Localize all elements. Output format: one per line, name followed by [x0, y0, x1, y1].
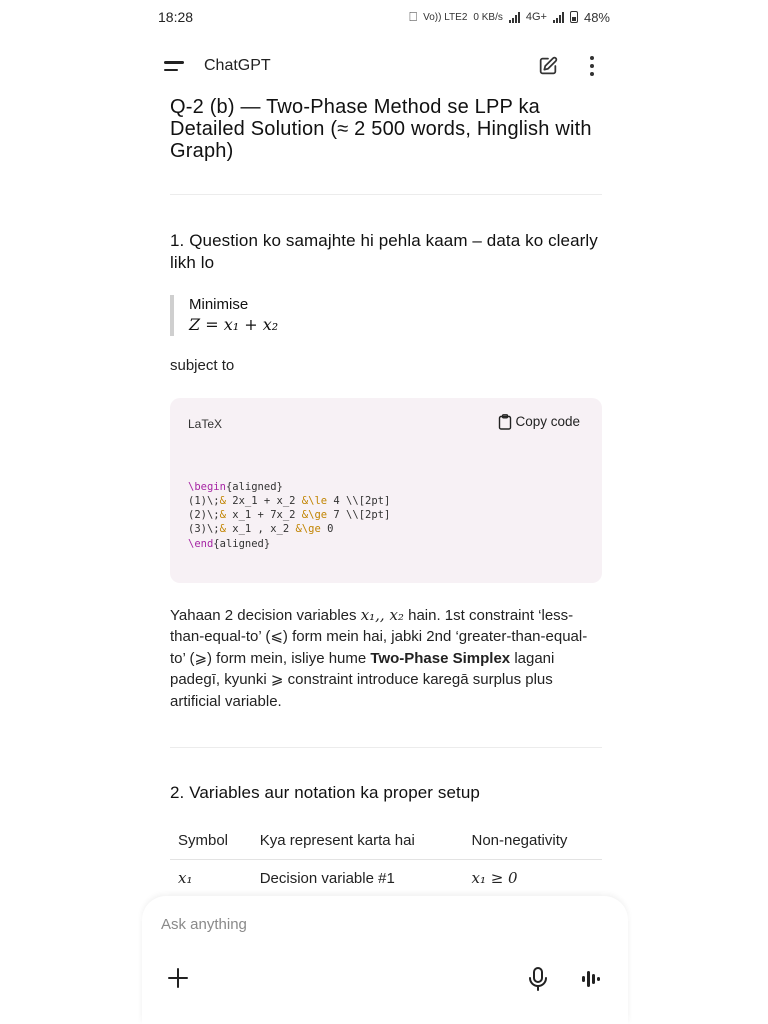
method-name: Two-Phase Simplex: [370, 649, 511, 667]
code-language-label: LaTeX: [188, 416, 223, 431]
code-token: 7 \\[2pt]: [327, 509, 391, 522]
code-token: &: [219, 523, 226, 536]
code-token: \end: [188, 537, 214, 550]
data-speed-value: 0: [473, 11, 479, 23]
code-token: 4 \\[2pt]: [327, 494, 391, 507]
blockquote: [170, 295, 602, 336]
section-2-heading: 2. Variables aur notation ka proper setup: [170, 783, 480, 802]
status-icons: [409, 9, 610, 25]
data-speed: [473, 12, 502, 23]
code-token: \begin: [188, 480, 226, 493]
table-header-row: [170, 824, 602, 860]
para-text-1: Yahaan 2 decision variables: [170, 606, 361, 624]
code-line: [188, 537, 390, 551]
table-header: Kya represent karta hai: [252, 824, 464, 860]
quote-minimise: Minimise: [189, 296, 249, 313]
ask-anything-input[interactable]: Ask anything: [161, 916, 247, 933]
battery-icon: [570, 11, 578, 23]
explanation-paragraph: [170, 605, 602, 713]
response-title: Q-2 (b) — Two-Phase Method se LPP ka Detailed Solution (≈ 2 500 words, Hinglish with Graph): [170, 96, 592, 162]
microphone-icon[interactable]: [526, 966, 550, 992]
code-block: [170, 398, 602, 583]
voice-mode-icon[interactable]: [580, 968, 604, 990]
clipboard-icon: [498, 414, 512, 430]
code-token: 2x_1 + x_2: [225, 494, 302, 507]
divider: [170, 747, 602, 748]
message-composer: [142, 896, 628, 1024]
code-token: x_1 + 7x_2: [225, 509, 302, 522]
para-text-3: lagani padegī, kyunki ⩾ constraint introduce karegā surplus plus artificial variable.: [170, 649, 555, 710]
code-token: &: [219, 494, 226, 507]
code-line: [188, 522, 390, 536]
volte-label: Vo)) LTE2: [423, 11, 468, 23]
signal-icon-2: [553, 12, 564, 23]
table-header: Non-negativity: [463, 824, 602, 860]
variables-math: x₁,, x₂: [360, 605, 404, 624]
copy-code-button[interactable]: [498, 414, 580, 430]
code-line: [188, 480, 390, 494]
battery-level: 48%: [583, 9, 610, 25]
new-chat-icon[interactable]: [530, 48, 566, 84]
app-bar: [158, 46, 610, 86]
code-token: x_1 , x_2: [225, 523, 296, 536]
table-row: [170, 860, 602, 897]
code-token: &\ge: [295, 523, 321, 536]
code-line: [188, 508, 390, 522]
table-cell: Decision variable #1: [259, 869, 395, 887]
status-bar: [158, 0, 610, 34]
code-content: [188, 480, 390, 551]
code-token: &: [219, 509, 226, 522]
table-cell: x₁ ≥ 0: [471, 869, 518, 887]
code-token: (2)\;: [188, 509, 220, 522]
variables-table: [170, 824, 602, 896]
code-token: {aligned}: [213, 537, 271, 550]
menu-icon[interactable]: [158, 46, 198, 86]
network-type: 4G+: [525, 11, 547, 23]
subject-to-text: subject to: [170, 357, 235, 374]
plus-icon[interactable]: [166, 966, 190, 990]
status-time: 18:28: [158, 9, 194, 25]
code-line: [188, 494, 390, 508]
vibrate-icon: ⎕: [409, 9, 418, 24]
signal-icon: [509, 12, 520, 23]
table-cell: x₁: [178, 869, 193, 887]
code-token: &\ge: [301, 509, 328, 522]
app-title: ChatGPT: [204, 57, 271, 74]
chat-content: [170, 96, 602, 896]
data-speed-unit: KB/s: [481, 11, 503, 23]
code-token: (3)\;: [188, 523, 220, 536]
table-header: Symbol: [170, 824, 252, 860]
divider: [170, 194, 602, 195]
para-text-2: hain. 1st constraint ‘less-than-equal-to’ (⩽) form mein hai, jabki 2nd ‘greater-than-equal-to’ (⩾) form mein, isliye hume: [170, 606, 588, 667]
objective-formula: Z = x₁ + x₂: [189, 315, 279, 334]
code-token: 0: [320, 523, 334, 536]
code-token: (1)\;: [188, 494, 220, 507]
copy-code-label: Copy code: [515, 414, 580, 429]
code-token: &\le: [301, 494, 328, 507]
section-1-heading: 1. Question ko samajhte hi pehla kaam – data ko clearly likh lo: [170, 231, 598, 272]
code-token: {aligned}: [225, 480, 283, 493]
more-options-icon[interactable]: [574, 48, 610, 84]
